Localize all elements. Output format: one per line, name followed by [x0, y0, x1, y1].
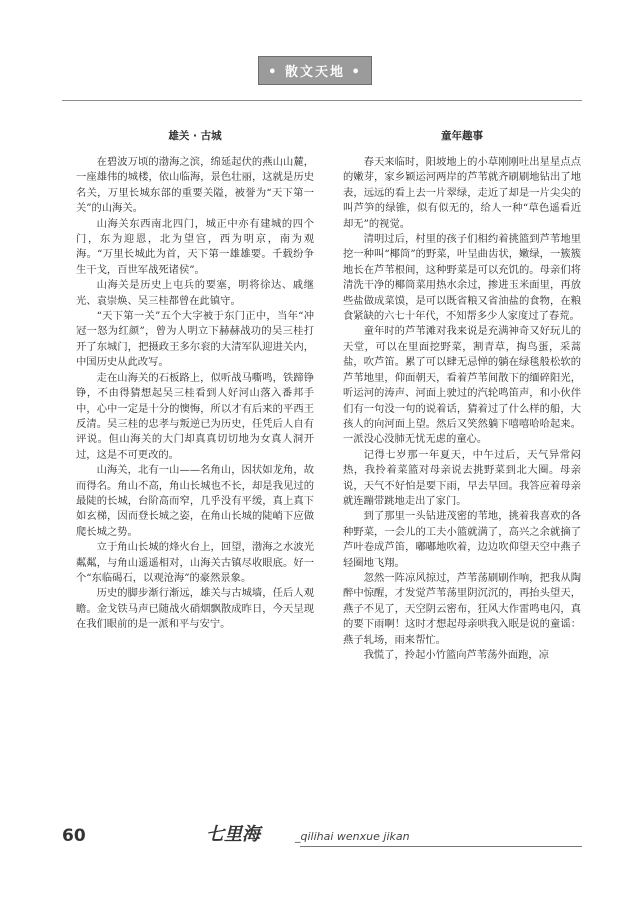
article-body — [76, 155, 314, 633]
paragraph: 童年时的芦苇滩对我来说是充满神奇又好玩儿的天堂，可以在里面挖野菜，割青草，掏鸟蛋，采蒿盐，吹芦笛。累了可以肆无忌惮的躺在绿毯般松软的芦苇地里，仰面朝天，看着芦苇间散下的缅碎阳光，听运河的涛声、河面上驶过的汽轮鸣笛声，和小伙伴们有一句没一句的说着话，猜着过了什么样的船，大孩人的向河面上望。然后又笑然躺下嘻嘻哈哈起来。一派没心没肺无忧无虑的童心。 — [343, 325, 581, 446]
paragraph: 山海关，北有一山——名角山，因状如龙角，故而得名。角山不高，角山长城也不长，却是我见过的最陡的长城，台阶高而窄，几乎没有平缓，真上真下如玄梯，因而登长城之姿，在角山长城的陡峭下应做爬长城之势。 — [76, 464, 314, 538]
paragraph: 在碧波万顷的渤海之滨，绵延起伏的燕山山麓，一座雄伟的城楼，依山临海，景色壮丽，这就是历史名关，万里长城东部的重要关隘，被誉为“天下第一关”的山海关。 — [76, 156, 314, 215]
section-label: • 散文天地 • — [268, 65, 362, 80]
paragraph: 清明过后，村里的孩子们相约着挑篮到芦苇地里挖一种叫“椰筒”的野菜，叶呈曲齿状，嫩绿，一簇簇地长在芦苇根间，这种野菜是可以充饥的。母亲们将清洗干净的椰筒菜用热水余过，掺进玉米面里，再放些盐做成菜馍，是可以既省粮又省油盐的食物，在粮食紧缺的六七十年代，不知帮多少人家度过了春荒。 — [343, 233, 581, 323]
paragraph: 走在山海关的石板路上，似听战马嘶鸣，铁蹄铮铮，不由得猜想起吴三桂看到人好河山落入番邦手中，心中一定是十分的懊悔，所以才有后来的平西王反清。吴三桂的忠孝与叛逆已为历史，任凭后人自有评说。但山海关的大门却真真切切地为女真人洞开过，这是不可更改的。 — [76, 371, 314, 461]
paragraph: 立于角山长城的烽火台上，回望，渤海之水波光粼粼，与角山遥遥相对，山海关古镇尽收眼底。好一个“东临碣石，以观沧海”的豪然景象。 — [76, 541, 314, 584]
paragraph: 历史的脚步渐行渐远，雄关与古城墙，任后人观瞻。金戈铁马声已随战火硝烟飘散成昨日，今天呈现在我们眼前的是一派和平与安宁。 — [76, 587, 314, 631]
header-rule — [62, 100, 582, 101]
paragraph: 记得七岁那一年夏天，中午过后，天气异常闷热，我拎着菜篮对母亲说去挑野菜到北大圈。母亲说，天气不好怕是要下雨，早去早回。我答应着母亲就连蹦带跳地走出了家门。 — [343, 448, 581, 507]
article-title: 雄关 · 古城 — [168, 130, 222, 142]
paragraph: 我慌了，拎起小竹篮向芦苇荡外面跑，凉 — [363, 649, 549, 661]
article-column-right — [343, 125, 581, 663]
page-number: 60 — [62, 826, 86, 846]
paragraph: 山海关是历史上屯兵的要塞，明将徐达、戚继光、袁崇焕、吴三桂都曾在此镇守。 — [76, 279, 314, 307]
article-body — [343, 155, 581, 663]
section-banner — [258, 56, 372, 85]
paragraph: 忽然一阵凉风掠过，芦苇荡刷刷作响，把我从陶醉中惊醒，才发觉芦苇荡里阴沉沉的，再抬头望天，燕子不见了，天空阴云密布，狂风大作雷鸣电闪，真的要下雨啊！这时才想起母亲哄我入眠是说的童谣：燕子轧场，雨来帮忙。 — [343, 571, 581, 646]
article-column-left — [76, 125, 314, 633]
magazine-logo: 七里海 — [206, 824, 260, 845]
paragraph: 山海关东西南北四门，城正中亦有建城的四个门，东为迎恩，北为望宫，西为明京，南为观海。“万里长城此为首，天下第一雄雄要。千载纷争生干戈，百世军战死诸侯”。 — [76, 217, 314, 276]
magazine-url: _qilihai wenxue jikan — [295, 830, 410, 843]
footer-rule — [300, 846, 582, 847]
article-title: 童年趣事 — [441, 130, 483, 142]
paragraph: “天下第一关”五个大字被于东门正中，当年“冲冠一怒为红颜”，曾为人明立下赫赫战功的吴三桂打开了东城门，把摄政王多尔衮的大清军队迎进关内，中国历史从此改写。 — [76, 310, 314, 369]
paragraph: 到了那里一头钻进茂密的苇地，挑着我喜欢的各种野菜，一会儿的工夫小篮就满了，高兴之余就摘了芦叶卷成芦笛，嘟嘟地吹着，边边吹仰望天空中燕子轻圈地飞翔。 — [343, 510, 581, 569]
paragraph: 春天来临时，阳坡地上的小草刚刚吐出星星点点的嫩芽，家乡颖运河两岸的芦苇就齐刷刷地钻出了地表，远远的看上去一片翠绿，走近了却是一片尖尖的叫芦笋的绿锥，似有似无的，给人一种“草色遥看近却无”的视觉。 — [343, 156, 581, 230]
